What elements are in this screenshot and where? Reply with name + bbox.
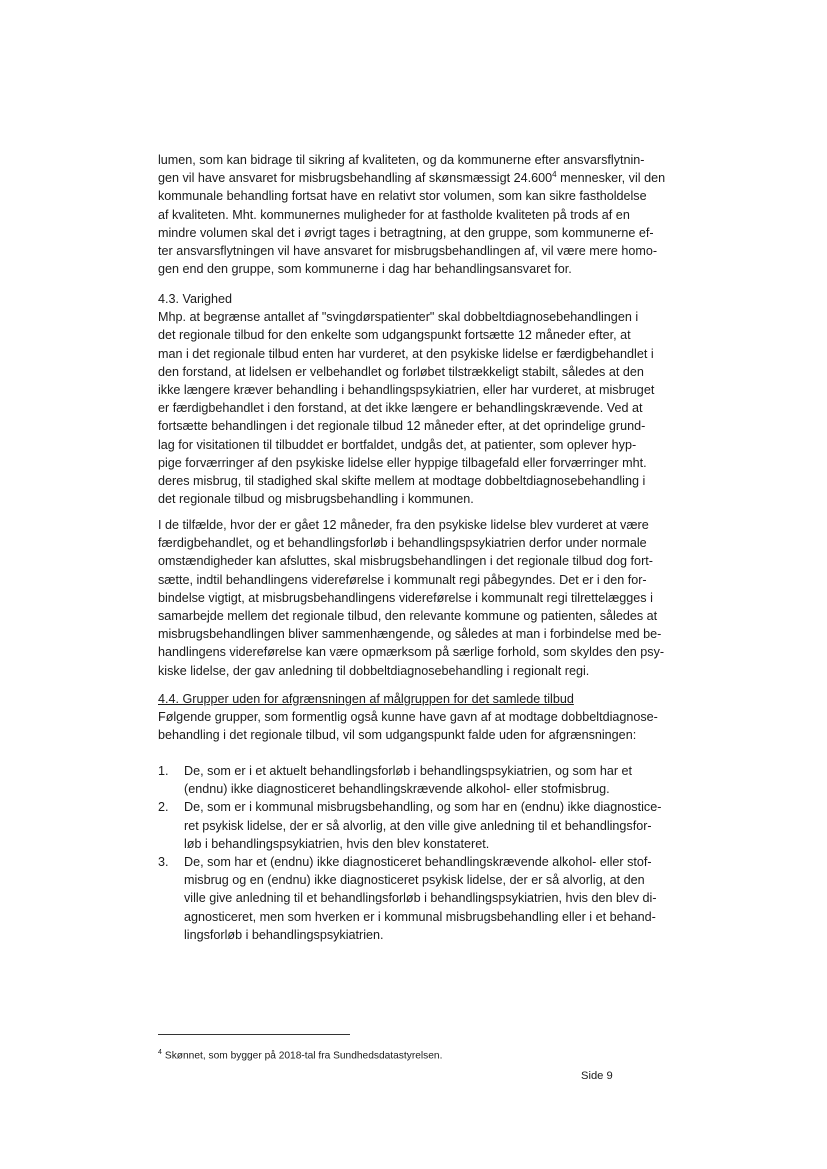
text-line: De, som er i et aktuelt behandlingsforløb i behandlingspsykiatrien, og som har et — [184, 764, 633, 778]
text-line: pige forværringer af den psykiske lidelse eller hyppige tilbagefald eller forværringer mht. — [158, 455, 647, 470]
text-line: omstændigheder kan afsluttes, skal misbrugsbehandlingen i det regionale tilbud dog fort- — [158, 554, 653, 569]
text-line: lag for visitationen til tilbuddet er bortfaldet, undgås det, at patienter, som oplever hyp- — [158, 437, 637, 452]
text-line: Følgende grupper, som formentlig også kunne have gavn af at modtage dobbeltdiagnose- — [158, 710, 658, 725]
text-line: er færdigbehandlet i den forstand, at det ikke længere er behandlingskrævende. Ved at — [158, 401, 643, 416]
section-4-4 — [158, 690, 658, 745]
intro-paragraph — [158, 151, 666, 278]
text-line: gen vil have ansvaret for misbrugsbehandling af skønsmæssigt 24.600$^4$ mennesker, vil den — [158, 170, 666, 186]
footnote-marker: 4 — [158, 1049, 162, 1056]
text-line: deres misbrug, til stadighed skal skifte mellem at modtage dobbeltdiagnosebehandling i — [158, 474, 646, 489]
text-line: agnosticeret, men som hverken er i kommunal misbrugsbehandling eller i et behand- — [184, 909, 656, 924]
list-item — [158, 762, 648, 798]
page-number: Side 9 — [581, 1070, 613, 1082]
list-number: 3. — [158, 855, 169, 870]
footnote-text: Skønnet, som bygger på 2018-tal fra Sundhedsdatastyrelsen. — [164, 1050, 443, 1062]
text-line: Mhp. at begrænse antallet af "svingdørspatienter" skal dobbeltdiagnosebehandlingen i — [158, 310, 639, 325]
text-line: lumen, som kan bidrage til sikring af kvaliteten, og da kommunerne efter ansvarsflytnin- — [158, 153, 645, 167]
text-line: færdigbehandlet, og et behandlingsforløb i behandlingspsykiatrien derfor under normale — [158, 536, 647, 551]
text-line: af kvaliteten. Mht. kommunernes muligheder for at fastholde kvaliteten på trods af en — [158, 207, 630, 222]
text-line: kommunale behandling fortsat have en relativt stor volumen, som kan sikre fastholdelse — [158, 189, 647, 204]
section-4-3 — [158, 290, 655, 508]
text-line: De, som er i kommunal misbrugsbehandling, og som har en (endnu) ikke diagnostice- — [184, 800, 662, 815]
text-line: ret psykisk lidelse, der er så alvorlig, at den ville give anledning til et behandlingsfor- — [184, 818, 652, 833]
text-line: løb i behandlingspsykiatrien, hvis den blev konstateret. — [184, 836, 490, 851]
section-4-3-paragraph-2 — [158, 516, 665, 680]
text-line: man i det regionale tilbud enten har vurderet, at den psykiske lidelse er færdigbehandlet i — [158, 346, 654, 361]
text-line: I de tilfælde, hvor der er gået 12 måneder, fra den psykiske lidelse blev vurderet at være — [158, 518, 649, 532]
text-line: misbrugsbehandlingen bliver sammenhængende, og således at man i forbindelse med be- — [158, 627, 662, 642]
text-line: den forstand, at lidelsen er velbehandlet og forløbet tilstrækkeligt stabilt, således at den — [158, 364, 644, 379]
text-line: ter ansvarsflytningen vil have ansvaret for misbrugsbehandlingen af, vil være mere homo- — [158, 244, 658, 259]
list-number: 1. — [158, 764, 169, 778]
text-line: handlingens videreførelse kan være opmærksom på særlige forhold, som skyldes den psy- — [158, 645, 665, 660]
text-line: (endnu) ikke diagnosticeret behandlingskrævende alkohol- eller stofmisbrug. — [184, 782, 610, 797]
section-heading-4-4: 4.4. Grupper uden for afgrænsningen af målgruppen for det samlede tilbud — [158, 692, 574, 706]
list-number: 2. — [158, 800, 169, 815]
section-4-3-paragraph-1 — [158, 308, 655, 508]
text-line: samarbejde mellem det regionale tilbud, den relevante kommune og patienten, således at — [158, 609, 658, 624]
footnote-divider — [158, 1034, 350, 1035]
text-line: ikke længere kræver behandling i behandlingspsykiatrien, eller har vurderet, at misbruget — [158, 383, 655, 398]
text-line: sætte, indtil behandlingens videreførelse i kommunalt regi påbegyndes. Det er i den for- — [158, 572, 647, 587]
text-line: fortsætte behandlingen i det regionale tilbud 12 måneder efter, at det oprindelige grund- — [158, 419, 646, 434]
text-line: det regionale tilbud for den enkelte som udgangspunkt fortsætte 12 måneder efter, at — [158, 328, 631, 343]
text-line: ville give anledning til et behandlingsforløb i behandlingspsykiatrien, hvis den blev di- — [184, 891, 657, 906]
section-heading-4-3: 4.3. Varighed — [158, 292, 232, 306]
text-line: kiske lidelse, der gav anledning til dobbeltdiagnosebehandling i regionalt regi. — [158, 663, 590, 678]
text-line: misbrug og en (endnu) ikke diagnosticeret psykisk lidelse, der er så alvorlig, at den — [184, 873, 645, 888]
text-line: mindre volumen skal det i øvrigt tages i betragtning, at den gruppe, som kommunerne ef- — [158, 225, 654, 240]
text-line: gen end den gruppe, som kommunerne i dag har behandlingsansvaret for. — [158, 262, 572, 277]
text-line: behandling i det regionale tilbud, vil som udgangspunkt falde uden for afgrænsningen: — [158, 728, 637, 743]
footnote — [158, 1046, 442, 1063]
text-line: De, som har et (endnu) ikke diagnosticeret behandlingskrævende alkohol- eller stof- — [184, 855, 652, 870]
list-item — [158, 853, 657, 944]
text-line: det regionale tilbud og misbrugsbehandling i kommunen. — [158, 492, 474, 507]
text-line: bindelse vigtigt, at misbrugsbehandlingens videreførelse i kommunalt regi tilrettelægges i — [158, 590, 653, 605]
footnote-reference: 4 — [552, 170, 557, 180]
group-list — [158, 762, 662, 944]
list-item — [158, 798, 662, 853]
text-line: lingsforløb i behandlingspsykiatrien. — [184, 927, 384, 942]
